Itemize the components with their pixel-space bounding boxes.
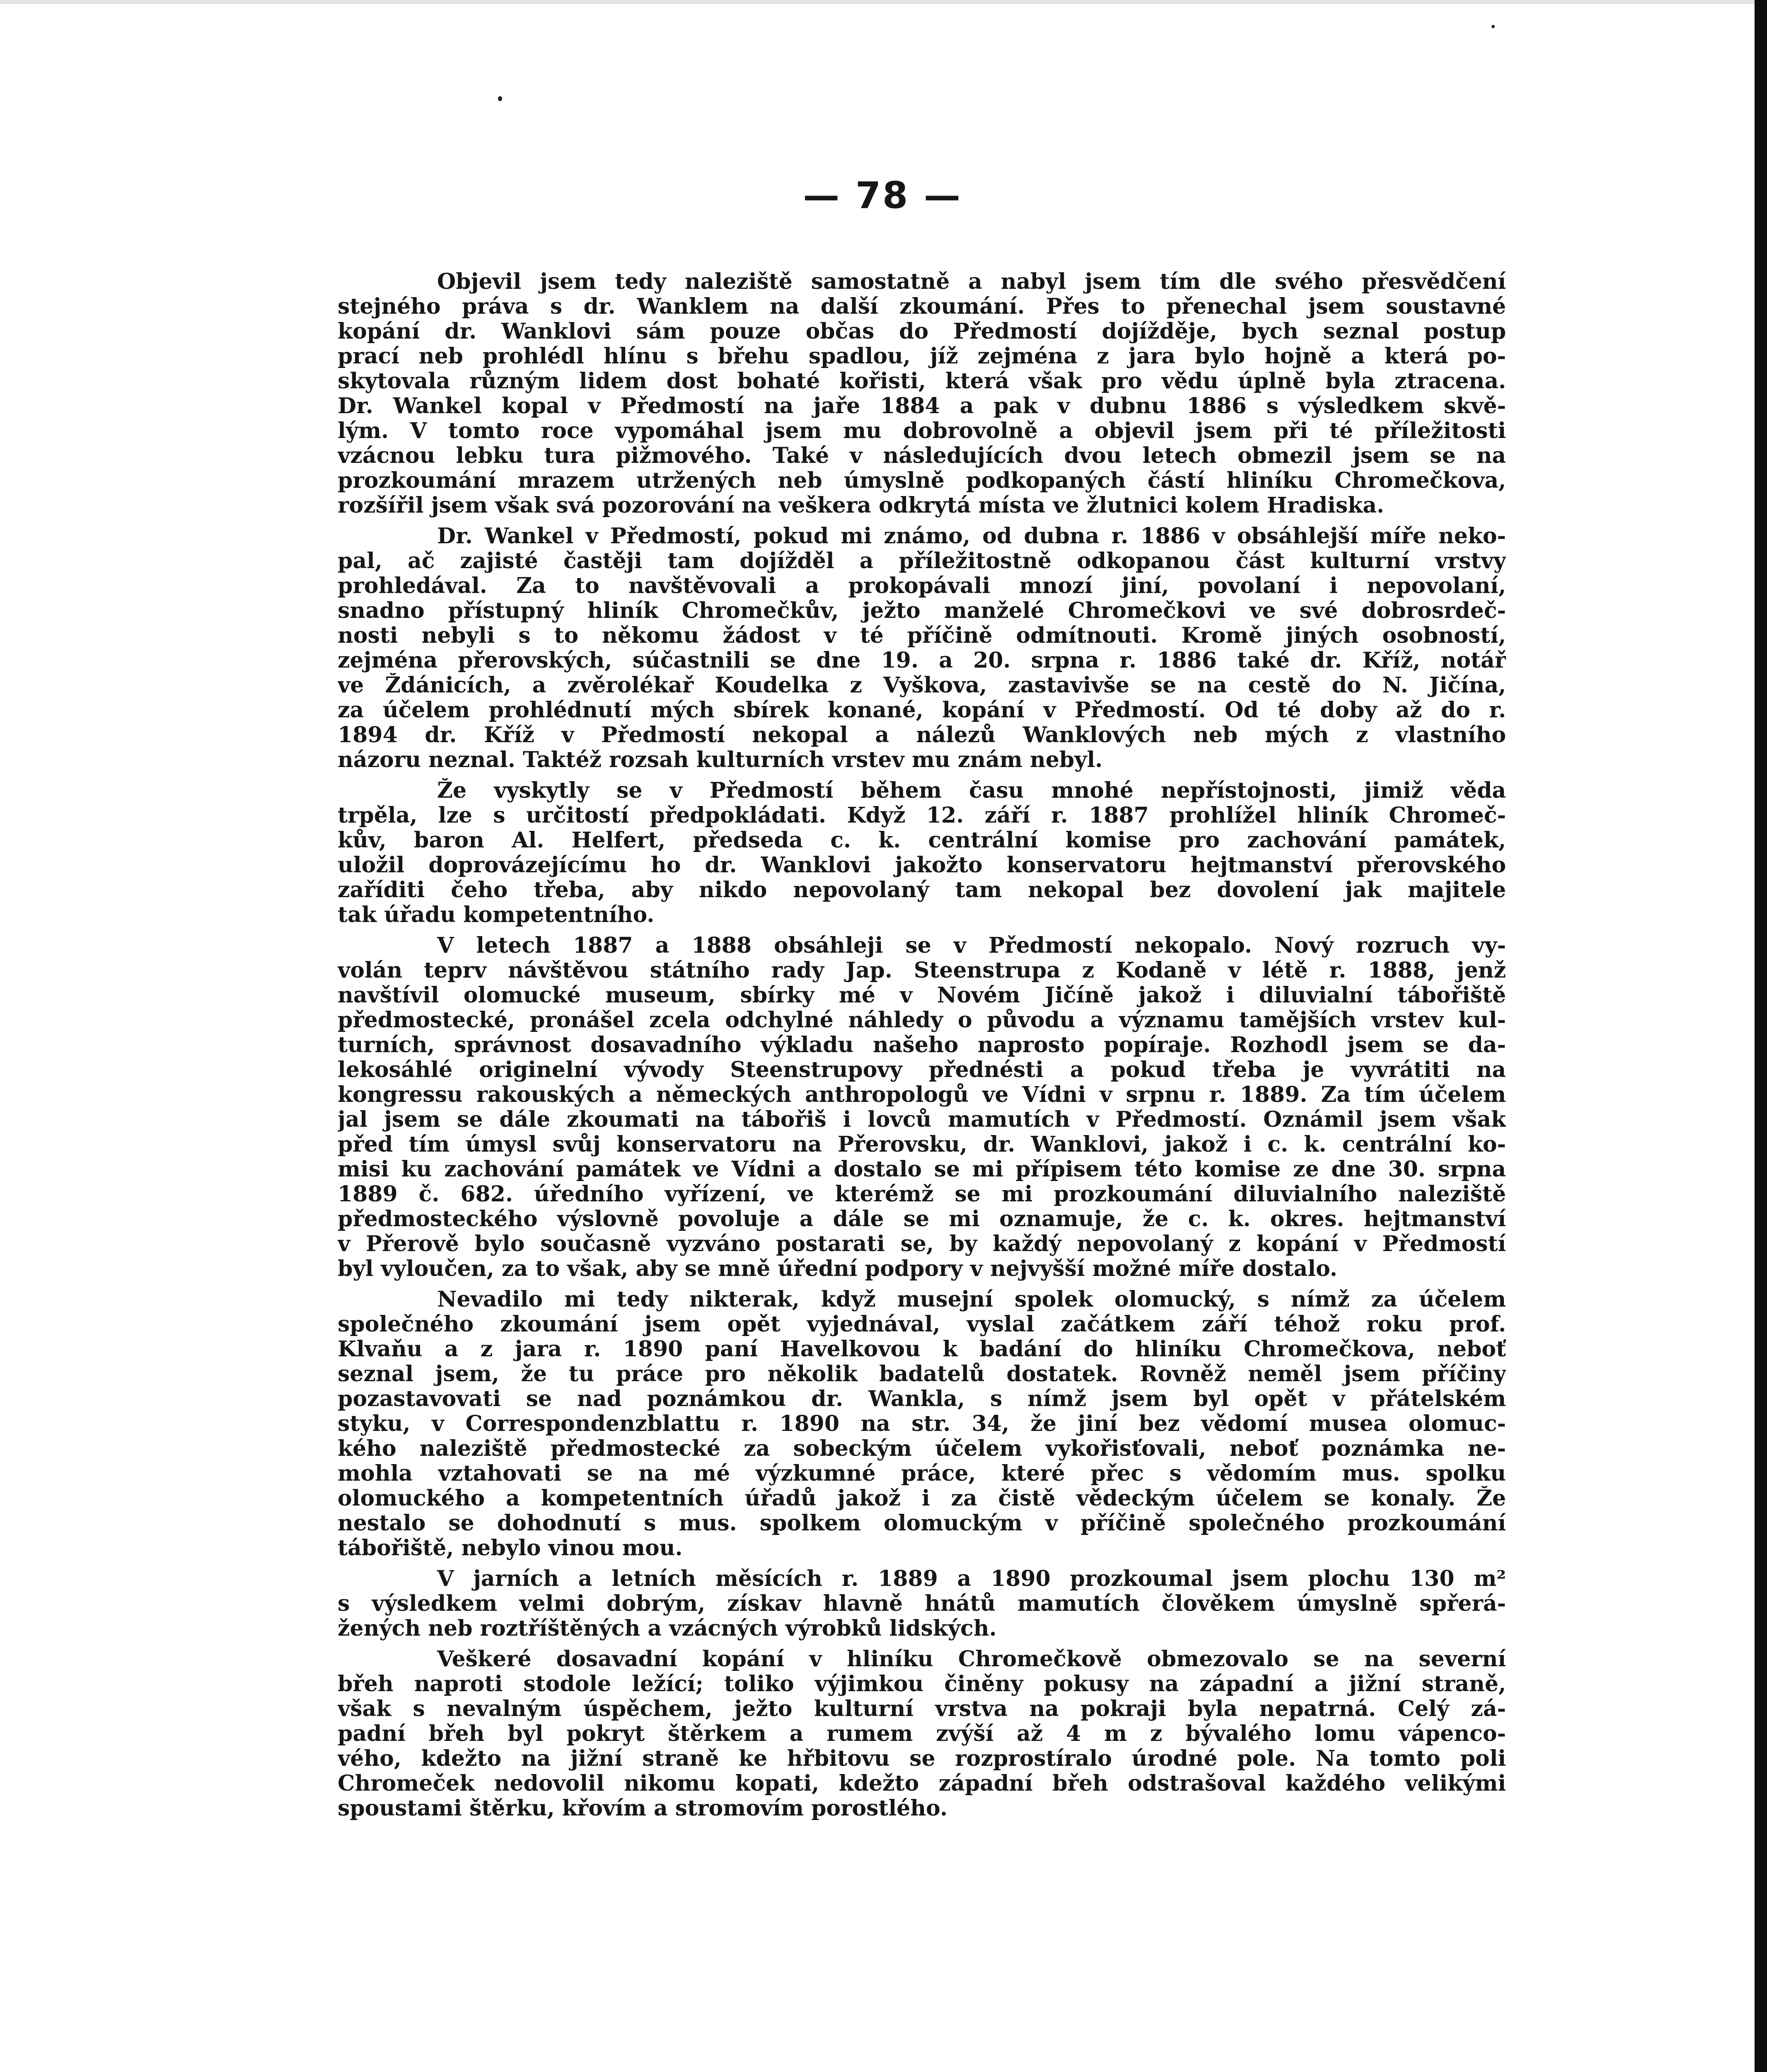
text-line: nosti nebyli s to někomu žádost v té příčině odmítnouti. Kromě jiných osobností, <box>338 623 1506 648</box>
text-line: předmostecké, pronášel zcela odchylné náhledy o původu a významu tamějších vrstev kul- <box>338 1008 1506 1033</box>
text-line: prací neb prohlédl hlínu s břehu spadlou, jíž zejména z jara bylo hojně a která po- <box>338 344 1506 369</box>
text-line: snadno přístupný hliník Chromečkův, ježto manželé Chromečkovi ve své dobrosrdeč- <box>338 598 1506 623</box>
text-line: padní břeh byl pokryt štěrkem a rumem zvýší až 4 m z bývalého lomu vápenco- <box>338 1721 1506 1746</box>
text-line: V jarních a letních měsících r. 1889 a 1890 prozkoumal jsem plochu 130 m² <box>437 1566 1506 1591</box>
text-line: skytovala různým lidem dost bohaté kořisti, která však pro vědu úplně byla ztracena. <box>338 369 1506 394</box>
scan-border-top <box>0 0 1767 4</box>
text-line: stejného práva s dr. Wanklem na další zkoumání. Přes to přenechal jsem soustavné <box>338 294 1506 319</box>
text-line: lekosáhlé originelní vývody Steenstrupovy přednésti a pokud třeba je vyvrátiti na <box>338 1058 1506 1082</box>
text-line: Nevadilo mi tedy nikterak, když musejní spolek olomucký, s nímž za účelem <box>437 1287 1506 1312</box>
text-line: prohledával. Za to navštěvovali a prokopávali mnozí jiní, povolaní i nepovolaní, <box>338 574 1506 598</box>
text-line: pozastavovati se nad poznámkou dr. Wankla, s nímž jsem byl opět v přátelském <box>338 1387 1506 1411</box>
text-line: Dr. Wankel kopal v Předmostí na jaře 1884 a pak v dubnu 1886 s výsledkem skvě- <box>338 394 1506 419</box>
text-line: 1894 dr. Kříž v Předmostí nekopal a nálezů Wanklových neb mých z vlastního <box>338 723 1506 748</box>
body-text <box>338 269 1506 1821</box>
paragraph <box>338 1647 1506 1821</box>
text-line: společného zkoumání jsem opět vyjednával, vyslal začátkem září téhož roku prof. <box>338 1312 1506 1337</box>
text-line: kého naleziště předmostecké za sobeckým účelem vykořisťovali, neboť poznámka ne- <box>338 1436 1506 1461</box>
text-line: V letech 1887 a 1888 obsáhleji se v Předmostí nekopalo. Nový rozruch vy- <box>437 933 1506 958</box>
text-line: turních, správnost dosavadního výkladu našeho naprosto popíraje. Rozhodl jsem se da- <box>338 1033 1506 1058</box>
text-line: seznal jsem, že tu práce pro několik badatelů dostatek. Rovněž neměl jsem příčiny <box>338 1362 1506 1387</box>
text-line: byl vyloučen, za to však, aby se mně úřední podpory v nejvyšší možné míře dostalo. <box>338 1256 1337 1281</box>
text-line: tak úřadu kompetentního. <box>338 903 655 927</box>
text-line: kongressu rakouských a německých anthropologů ve Vídni v srpnu r. 1889. Za tím účelem <box>338 1082 1506 1107</box>
scan-speck <box>1491 25 1495 28</box>
text-line: zaříditi čeho třeba, aby nikdo nepovolaný tam nekopal bez dovolení jak majitele <box>338 878 1506 903</box>
text-line: lým. V tomto roce vypomáhal jsem mu dobrovolně a objevil jsem při té příležitosti <box>338 419 1506 443</box>
text-line: vzácnou lebku tura pižmového. Také v následujících dvou letech obmezil jsem se na <box>338 443 1506 468</box>
paragraph <box>338 933 1506 1281</box>
text-line: Klvaňu a z jara r. 1890 paní Havelkovou k badání do hliníku Chromečkova, neboť <box>338 1337 1506 1362</box>
text-line: před tím úmysl svůj konservatoru na Přerovsku, dr. Wanklovi, jakož i c. k. centrální ko- <box>338 1132 1506 1157</box>
text-line: zejména přerovských, súčastnili se dne 19. a 20. srpna r. 1886 také dr. Kříž, notář <box>338 648 1506 673</box>
text-line: olomuckého a kompetentních úřadů jakož i za čistě vědeckým účelem se konaly. Že <box>338 1486 1506 1511</box>
text-line: prozkoumání mrazem utržených neb úmyslně podkopaných částí hliníku Chromečkova, <box>338 468 1506 493</box>
text-line: trpěla, lze s určitostí předpokládati. Když 12. září r. 1887 prohlížel hliník Chromeč- <box>338 803 1506 828</box>
text-line: rozšířil jsem však svá pozorování na veškera odkrytá místa ve žlutnici kolem Hradiska. <box>338 493 1385 518</box>
text-line: žených neb roztříštěných a vzácných výrobků lidských. <box>338 1616 997 1641</box>
text-line: kův, baron Al. Helfert, předseda c. k. centrální komise pro zachování památek, <box>338 828 1506 853</box>
text-line: uložil doprovázejícímu ho dr. Wanklovi jakožto konservatoru hejtmanství přerovského <box>338 853 1506 878</box>
text-line: pal, ač zajisté častěji tam dojížděl a příležitostně odkopanou část kulturní vrstvy <box>338 549 1506 574</box>
page-number: — 78 — <box>803 174 962 217</box>
text-line: mohla vztahovati se na mé výzkumné práce, které přec s vědomím mus. spolku <box>338 1461 1506 1486</box>
text-line: kopání dr. Wanklovi sám pouze občas do Předmostí dojížděje, bych seznal postup <box>338 319 1506 344</box>
paragraph <box>338 778 1506 927</box>
text-line: ve Ždánicích, a zvěrolékař Koudelka z Vyškova, zastavivše se na cestě do N. Jičína, <box>338 673 1506 698</box>
text-line: styku, v Correspondenzblattu r. 1890 na str. 34, že jiní bez vědomí musea olomuc- <box>338 1411 1506 1436</box>
paragraph <box>338 1287 1506 1561</box>
text-line: názoru neznal. Taktéž rozsah kulturních vrstev mu znám nebyl. <box>338 748 1103 772</box>
text-line: Chromeček nedovolil nikomu kopati, kdežto západní břeh odstrašoval každého velikými <box>338 1771 1506 1796</box>
paragraph <box>338 269 1506 518</box>
text-line: volán teprv návštěvou státního rady Jap. Steenstrupa z Kodaně v létě r. 1888, jenž <box>338 958 1506 983</box>
text-line: Dr. Wankel v Předmostí, pokud mi známo, od dubna r. 1886 v obsáhlejší míře neko- <box>437 524 1506 549</box>
text-line: nestalo se dohodnutí s mus. spolkem olomuckým v příčině společného prozkoumání <box>338 1511 1506 1536</box>
text-line: Veškeré dosavadní kopání v hliníku Chromečkově obmezovalo se na severní <box>437 1647 1506 1672</box>
text-line: 1889 č. 682. úředního vyřízení, ve kterémž se mi prozkoumání diluvialního naleziště <box>338 1182 1506 1207</box>
text-line: navštívil olomucké museum, sbírky mé v Novém Jičíně jakož i diluvialní tábořiště <box>338 983 1506 1008</box>
text-line: s výsledkem velmi dobrým, získav hlavně hnátů mamutích člověkem úmyslně spřerá- <box>338 1591 1506 1616</box>
text-line: Objevil jsem tedy naleziště samostatně a nabyl jsem tím dle svého přesvědčení <box>437 269 1506 294</box>
text-line: tábořiště, nebylo vinou mou. <box>338 1536 683 1561</box>
text-line: v Přerově bylo současně vyzváno postarati se, by každý nepovolaný z kopání v Předmostí <box>338 1232 1506 1256</box>
scan-border-right <box>1755 0 1767 2072</box>
text-line: břeh naproti stodole ležící; toliko výjimkou činěny pokusy na západní a jižní straně, <box>338 1672 1506 1697</box>
text-line: misi ku zachování památek ve Vídni a dostalo se mi přípisem této komise ze dne 30. srpna <box>338 1157 1506 1182</box>
scan-speck <box>498 96 502 101</box>
paragraph <box>338 524 1506 772</box>
paragraph <box>338 1566 1506 1641</box>
text-line: jal jsem se dále zkoumati na tábořiš i lovců mamutích v Předmostí. Oznámil jsem však <box>338 1107 1506 1132</box>
text-line: předmosteckého výslovně povoluje a dále se mi oznamuje, že c. k. okres. hejtmanství <box>338 1207 1506 1232</box>
text-line: Že vyskytly se v Předmostí během času mnohé nepřístojnosti, jimiž věda <box>437 778 1506 803</box>
text-line: vého, kdežto na jižní straně ke hřbitovu se rozprostíralo úrodné pole. Na tomto poli <box>338 1746 1506 1771</box>
text-line: spoustami štěrku, křovím a stromovím porostlého. <box>338 1796 948 1821</box>
text-line: za účelem prohlédnutí mých sbírek konané, kopání v Předmostí. Od té doby až do r. <box>338 698 1506 723</box>
text-line: však s nevalným úspěchem, ježto kulturní vrstva na pokraji byla nepatrná. Celý zá- <box>338 1697 1506 1721</box>
